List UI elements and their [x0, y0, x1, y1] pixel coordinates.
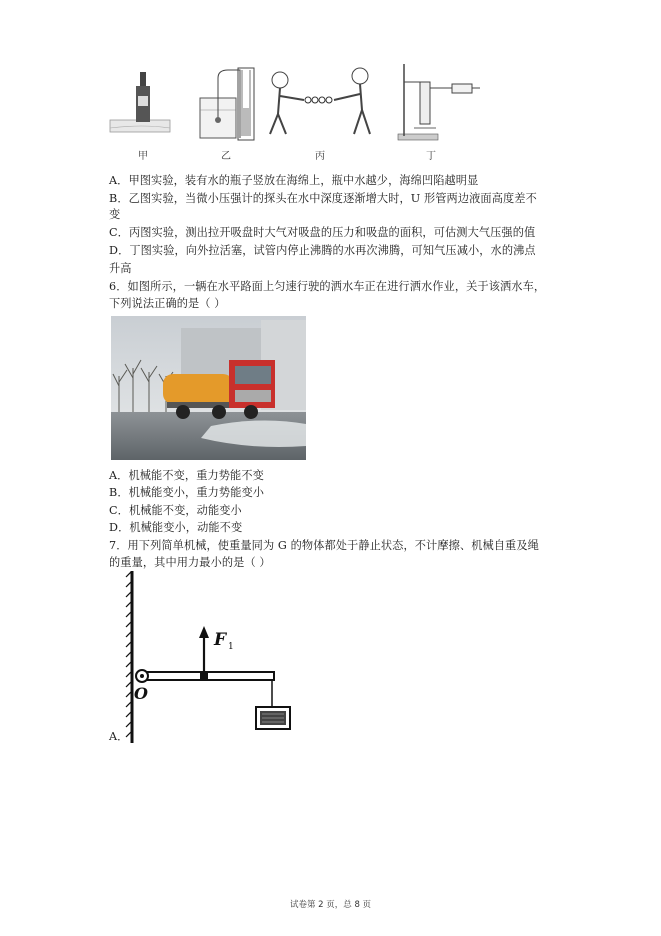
- q5-option-d-cont: 升高: [109, 262, 132, 275]
- q6-option-a: A．机械能不变，重力势能不变: [109, 469, 264, 482]
- q6-option-d: D．机械能变小，动能不变: [109, 521, 243, 534]
- lever-diagram: [110, 571, 310, 743]
- q5-option-b-cont: 变: [109, 208, 121, 221]
- q7-stem-line1: 7．用下列简单机械，使重量同为 G 的物体都处于静止状态，不计摩擦、机械自重及绳: [109, 539, 539, 552]
- figure-labels: [108, 147, 488, 161]
- bottle-on-sponge-figure: [110, 72, 170, 132]
- force-arrowhead: [199, 626, 209, 638]
- q5-option-c: C．丙图实验，测出拉开吸盘时大气对吸盘的压力和吸盘的面积，可估测大气压强的值: [109, 226, 536, 239]
- page-footer: 试卷第 2 页，总 8 页: [289, 900, 372, 910]
- figure-label-jia: 甲: [138, 151, 148, 162]
- q6-option-b: B．机械能变小，重力势能变小: [109, 486, 265, 499]
- boiling-flask-figure: [398, 64, 480, 140]
- q5-option-d: D．丁图实验，向外拉活塞，试管内停止沸腾的水再次沸腾，可知气压减小，水的沸点: [109, 244, 536, 257]
- figure-label-bing: 丙: [315, 151, 325, 162]
- force-label: F: [214, 630, 227, 650]
- figure-label-ding: 丁: [426, 151, 436, 162]
- q7-stem-line2: 的重量，其中用力最小的是（ ）: [109, 556, 271, 569]
- q5-option-b: B．乙图实验，当微小压强计的探头在水中深度逐渐增大时，U 形管两边液面高度差不: [109, 192, 537, 205]
- sprinkler-truck-photo: [111, 316, 306, 460]
- figure-label-yi: 乙: [221, 151, 231, 162]
- q6-option-c: C．机械能不变，动能变小: [109, 504, 242, 517]
- force-subscript: 1: [228, 642, 234, 652]
- q5-option-a: A．甲图实验，装有水的瓶子竖放在海绵上，瓶中水越少，海绵凹陷越明显: [109, 174, 479, 187]
- experiment-figures: [108, 58, 488, 158]
- pivot-label: O: [134, 684, 148, 703]
- suction-cup-figure: [270, 68, 370, 134]
- q6-stem-line1: 6．如图所示，一辆在水平路面上匀速行驶的洒水车正在进行洒水作业，关于该洒水车，: [109, 280, 546, 293]
- q6-stem-line2: 下列说法正确的是（ ）: [109, 297, 226, 310]
- q7-option-a: A．: [109, 730, 129, 743]
- pressure-gauge-figure: [200, 68, 254, 140]
